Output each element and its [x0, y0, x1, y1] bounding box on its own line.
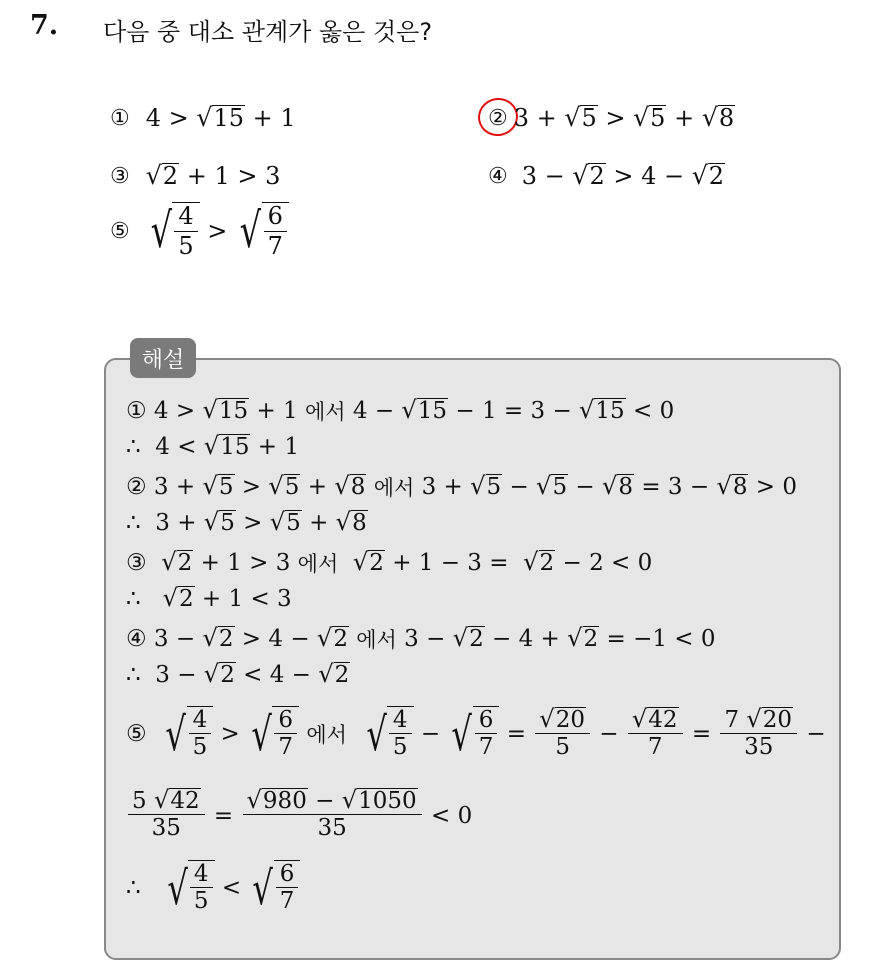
option-3[interactable] — [110, 162, 280, 190]
solution-line-8: ∴ 3 − √ 2 < 4 − √ 2 — [126, 660, 350, 689]
option-1-expression: 4 > √ 15 + 1 — [145, 103, 296, 132]
solution-line-5: ③ √ 2 + 1 > 3 에서 √ 2 + 1 − 3 = √ 2 − 2 < 0 — [126, 548, 653, 577]
option-2-expression: 3 + √ 5 > √ 5 + √ 8 — [513, 103, 735, 132]
word-eseo: 에서 — [373, 476, 415, 500]
solution-line-7: ④ 3 − √ 2 > 4 − √ 2 에서 3 − √ 2 − 4 + √ 2 = −1 < 0 — [126, 624, 716, 653]
option-number: ⑤ — [110, 218, 130, 244]
therefore-symbol: ∴ — [126, 586, 141, 612]
word-eseo: 에서 — [304, 400, 346, 424]
solution-line-9: ⑤ √ $\frac{4}{5}$ > √ $\frac{6}{7}$ 에서 √ $\frac{4}{5}$ − √ $\frac{6}{7}$ = √ 20 5 − √ 42 7 = 7 √ 20 35 − — [126, 704, 826, 762]
solution-line-11: ∴ √ $\frac{4}{5}$ < √ $\frac{6}{7}$ — [126, 860, 300, 916]
option-number: ② — [488, 105, 508, 131]
option-2[interactable] — [488, 104, 735, 132]
therefore-symbol: ∴ — [126, 434, 141, 460]
option-5[interactable] — [110, 202, 289, 260]
therefore-symbol: ∴ — [126, 662, 141, 688]
therefore-symbol: ∴ — [126, 510, 141, 536]
option-4-expression: 3 − √ 2 > 4 − √ 2 — [521, 161, 725, 190]
therefore-symbol: ∴ — [126, 875, 141, 902]
option-5-expression: √ $\frac{4}{5}$ > √ $\frac{6}{7}$ — [146, 202, 289, 260]
option-number: ④ — [488, 163, 508, 189]
question-text: 다음 중 대소 관계가 옳은 것은? — [103, 18, 433, 46]
question-number: 7. — [30, 10, 59, 41]
option-number: ③ — [110, 163, 130, 189]
solution-line-10: 5 √ 42 35 = √ 980 − √ 1050 35 < 0 — [126, 788, 472, 843]
word-eseo: 에서 — [297, 552, 339, 576]
option-1[interactable] — [110, 104, 296, 132]
word-eseo: 에서 — [356, 628, 397, 652]
word-eseo: 에서 — [306, 723, 347, 748]
solution-line-6: ∴ √ 2 + 1 < 3 — [126, 584, 292, 613]
solution-line-4: ∴ 3 + √ 5 > √ 5 + √ 8 — [126, 508, 367, 537]
solution-tag: 해설 — [130, 338, 196, 378]
solution-line-1: ① 4 > √ 15 + 1 에서 4 − √ 15 − 1 = 3 − √ 15 < 0 — [126, 396, 675, 425]
solution-line-3: ② 3 + √ 5 > √ 5 + √ 8 에서 3 + √ 5 − √ 5 − √ 8 = 3 − √ 8 > 0 — [126, 472, 797, 501]
option-4[interactable] — [488, 162, 725, 190]
option-3-expression: √ 2 + 1 > 3 — [145, 161, 281, 190]
option-number: ① — [110, 105, 130, 131]
solution-line-2: ∴ 4 < √ 15 + 1 — [126, 432, 299, 461]
